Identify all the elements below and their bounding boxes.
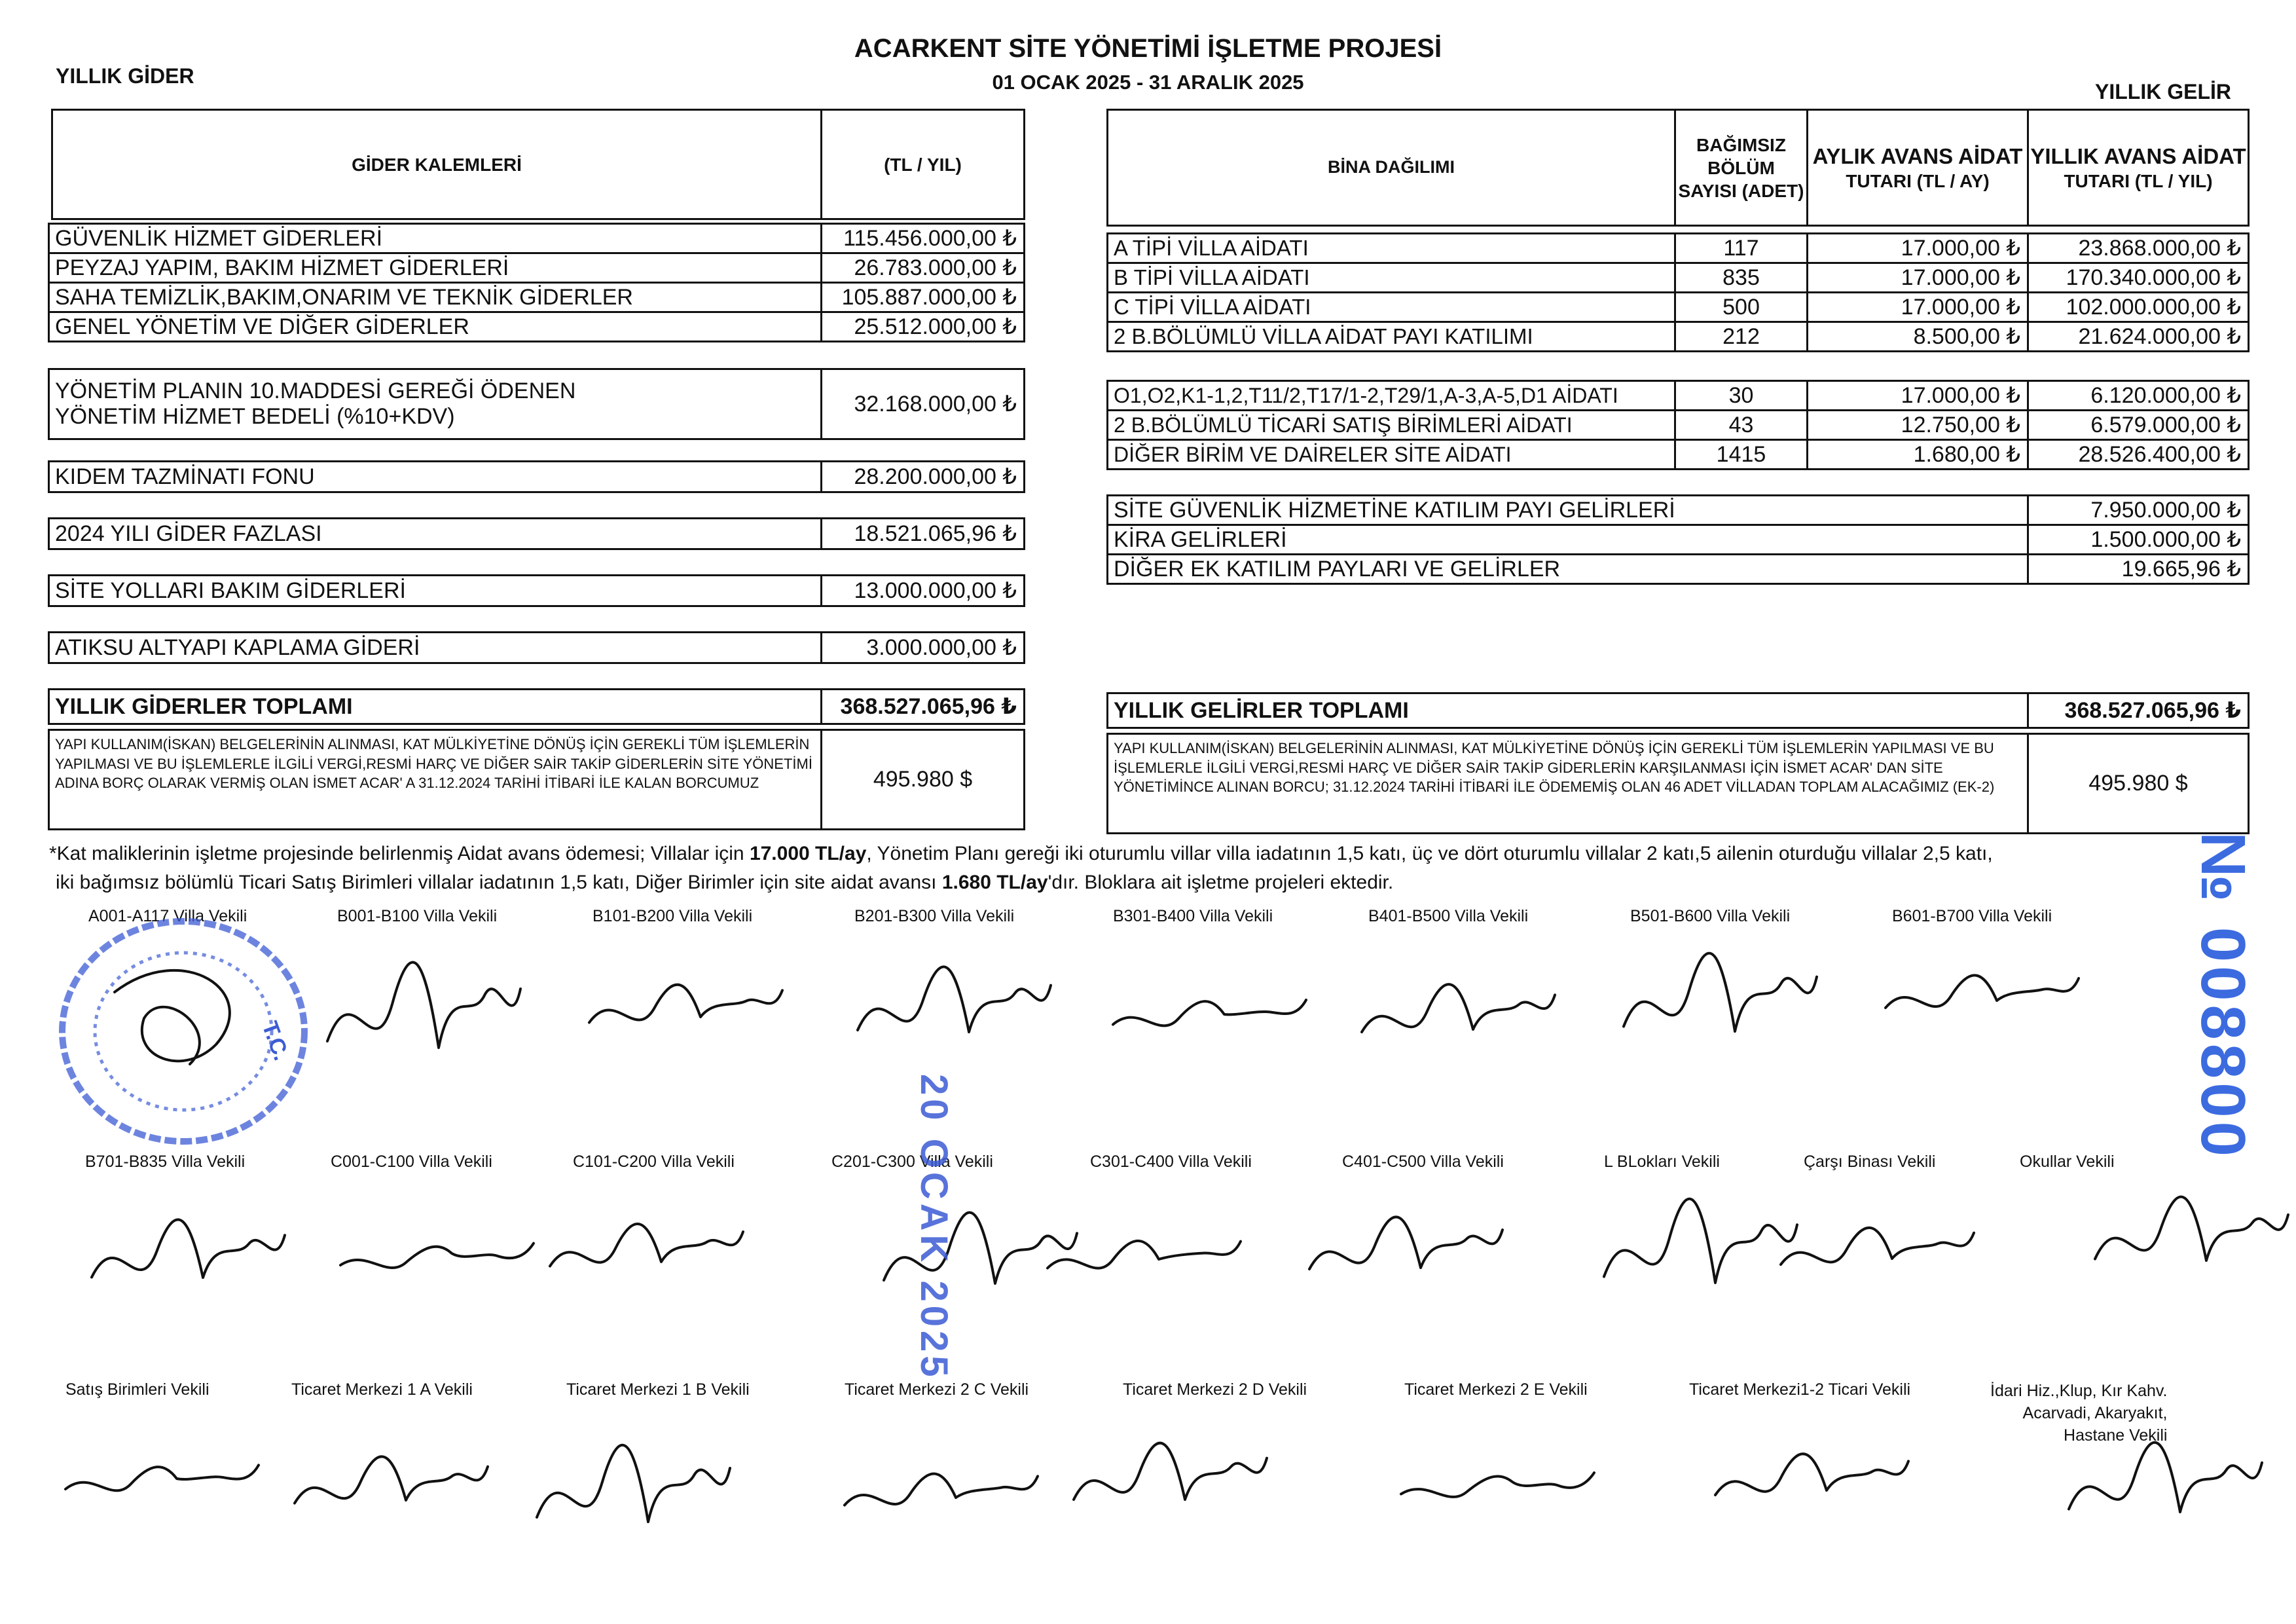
sig-label: Satış Birimleri Vekili [65,1380,210,1399]
sig-label: B301-B400 Villa Vekili [1113,907,1273,925]
income-row-yearly: 1.500.000,00 ₺ [2027,524,2250,555]
sig-label: A001-A117 Villa Vekili [88,907,247,925]
sig-label: Çarşı Binası Vekili [1804,1153,1936,1171]
sig-label: Ticaret Merkezi 2 D Vekili [1123,1380,1307,1399]
sig-label: Ticaret Merkezi 2 C Vekili [845,1380,1029,1399]
expense-debt-text: YAPI KULLANIM(İSKAN) BELGELERİNİN ALINMASI, KAT MÜLKİYETİNE DÖNÜŞ İÇİN GEREKLİ TÜM İŞLEMLERİN YAPILMASI VE BU İŞLEMLERLE İLGİLİ VERGİ,RESMİ HARÇ VE DİĞER SAİR TAKİP GİDERLERİN SİTE YÖNETİMİ ADINA BORÇ OLARAK VERMİŞ OLAN İSMET ACAR' A 31.12.2024 TARİHİ İTİBARİ İLE KALAN BORCUMUZ [48,729,822,830]
management-fee-label [48,368,822,440]
signature-scribble [79,1185,295,1329]
income-row-monthly: 1.680,00 ₺ [1806,439,2029,470]
expense-row-label: PEYZAJ YAPIM, BAKIM HİZMET GİDERLERİ [48,252,822,284]
income-row-monthly: 12.750,00 ₺ [1806,409,2029,441]
income-section-label: YILLIK GELİR [2095,80,2231,103]
roads-amount: 13.000.000,00 ₺ [820,574,1025,607]
income-row-label: 2 B.BÖLÜMLÜ TİCARİ SATIŞ BİRİMLERİ AİDATI [1106,409,1676,441]
sig-label: C301-C400 Villa Vekili [1090,1153,1252,1171]
income-debt-text: YAPI KULLANIM(İSKAN) BELGELERİNİN ALINMASI, KAT MÜLKİYETİNE DÖNÜŞ İÇİN GEREKLİ TÜM İŞLEMLERİN YAPILMASI VE BU İŞLEMLERLE İLGİLİ VERGİ,RESMİ HARÇ VE DİĞER SAİR TAKİP GİDERLERİN KARŞILANMASI İÇİN İSMET ACAR' DAN SİTE YÖNETİMİNCE ALINAN BORCU; 31.12.2024 TARİHİ İTİBARİ İLE ÖDEMEMİŞ OLAN 46 ADET VİLLADAN TOPLAM ALACAĞIMIZ (EK-2) [1106,733,2029,834]
expense-total-label: YILLIK GİDERLER TOPLAMI [48,688,822,725]
signature-scribble [2056,1414,2272,1559]
signature-scribble [576,936,792,1080]
income-row-monthly: 17.000,00 ₺ [1806,232,2029,264]
footnote [49,840,2210,896]
income-row-label: DİĞER EK KATILIM PAYLARI VE GELİRLER [1106,553,2029,585]
signature-scribble [537,1179,753,1323]
expense-row-amount: 105.887.000,00 ₺ [820,282,1025,313]
signature-scribble [52,1408,268,1552]
income-header-building: BİNA DAĞILIMI [1106,109,1676,227]
income-row-units: 500 [1674,291,1808,323]
sig-label: C401-C500 Villa Vekili [1342,1153,1504,1171]
sig-label: B601-B700 Villa Vekili [1892,907,2052,925]
period: 01 OCAK 2025 - 31 ARALIK 2025 [992,71,1304,94]
income-row-monthly: 17.000,00 ₺ [1806,291,2029,323]
income-row-yearly: 170.340.000,00 ₺ [2027,262,2250,293]
management-fee-line1: YÖNETİM PLANIN 10.MADDESİ GEREĞİ ÖDENEN [55,378,576,403]
signature-scribble [327,1185,543,1329]
sig-label-admin: İdari Hiz.,Klup, Kır Kahv. Acarvadi, Akaryakıt, Hastane Vekili [1990,1382,2168,1445]
official-seal [52,913,327,1149]
severance-label: KIDEM TAZMİNATI FONU [48,460,822,493]
page-title: ACARKENT SİTE YÖNETİMİ İŞLETME PROJESİ [854,34,1442,63]
expense-total-amount: 368.527.065,96 ₺ [820,688,1025,725]
sig-label: Ticaret Merkezi 2 E Vekili [1404,1380,1588,1399]
sig-label: L BLokları Vekili [1604,1153,1720,1171]
seal-text: T.C. [257,1018,294,1064]
sewage-amount: 3.000.000,00 ₺ [820,631,1025,664]
expense-row-amount: 25.512.000,00 ₺ [820,311,1025,342]
sewage-label: ATIKSU ALTYAPI KAPLAMA GİDERİ [48,631,822,664]
expense-header-amount: (TL / YIL) [820,109,1025,220]
sig-label: Okullar Vekili [2020,1153,2115,1171]
yearly-header-line1: YILLIK AVANS AİDAT [2030,143,2246,168]
income-row-units: 212 [1674,321,1808,352]
signature-scribble [1296,1179,1512,1323]
income-row-label: A TİPİ VİLLA AİDATI [1106,232,1676,264]
income-row-units: 1415 [1674,439,1808,470]
number-stamp: № 008800 [2188,832,2258,1161]
income-row-label: C TİPİ VİLLA AİDATI [1106,291,1676,323]
signature-scribble [1061,1408,1277,1552]
sig-label: Ticaret Merkezi1-2 Ticari Vekili [1689,1380,1911,1399]
signature-scribble [1872,923,2088,1067]
signature-scribble [1034,1185,1250,1329]
expense-section-label: YILLIK GİDER [56,64,194,88]
monthly-header-line2: TUTARI (TL / AY) [1846,171,1990,192]
expense-row-amount: 26.783.000,00 ₺ [820,252,1025,284]
sig-label: B701-B835 Villa Vekili [85,1153,246,1171]
management-fee-amount: 32.168.000,00 ₺ [820,368,1025,440]
income-row-yearly: 21.624.000,00 ₺ [2027,321,2250,352]
income-row-label: B TİPİ VİLLA AİDATI [1106,262,1676,293]
signature-scribble [524,1421,740,1565]
income-row-yearly: 19.665,96 ₺ [2027,553,2250,585]
income-row-label: O1,O2,K1-1,2,T11/2,T17/1-2,T29/1,A-3,A-5,D1 AİDATI [1106,380,1676,411]
sig-label: B101-B200 Villa Vekili [592,907,753,925]
income-row-units: 43 [1674,409,1808,441]
expense-row-label: GÜVENLİK HİZMET GİDERLERİ [48,223,822,254]
sig-label: B201-B300 Villa Vekili [854,907,1015,925]
income-row-yearly: 102.000.000,00 ₺ [2027,291,2250,323]
income-row-label: KİRA GELİRLERİ [1106,524,2029,555]
footnote-line2: iki bağımsız bölümlü Ticari Satış Birimleri villalar iadatının 1,5 katı, Diğer Birimler için site aidat avansı 1.680 TL/ay'dır. Bloklara ait işletme projeleri ektedir. [56,871,1394,893]
income-header-monthly [1806,109,2029,227]
signature-scribble [1100,943,1316,1087]
monthly-header-line1: AYLIK AVANS AİDAT [1812,143,2023,168]
date-stamp: 20 OCAK 2025 [913,1074,955,1381]
income-row-units: 30 [1674,380,1808,411]
income-header-yearly [2027,109,2250,227]
income-row-yearly: 7.950.000,00 ₺ [2027,494,2250,526]
income-row-yearly: 28.526.400,00 ₺ [2027,439,2250,470]
severance-amount: 28.200.000,00 ₺ [820,460,1025,493]
roads-label: SİTE YOLLARI BAKIM GİDERLERİ [48,574,822,607]
sig-label: B401-B500 Villa Vekili [1368,907,1529,925]
signature-scribble [831,1421,1048,1565]
income-row-units: 835 [1674,262,1808,293]
income-row-yearly: 23.868.000,00 ₺ [2027,232,2250,264]
signature-scribble [1388,1414,1604,1559]
sig-label: B501-B600 Villa Vekili [1630,907,1791,925]
surplus-amount: 18.521.065,96 ₺ [820,517,1025,550]
expense-row-label: GENEL YÖNETİM VE DİĞER GİDERLER [48,311,822,342]
income-total-amount: 368.527.065,96 ₺ [2027,692,2250,729]
sig-label: C101-C200 Villa Vekili [573,1153,735,1171]
footnote-line1: *Kat maliklerinin işletme projesinde belirlenmiş Aidat avans ödemesi; Villalar için 17.000 TL/ay, Yönetim Planı gereği iki oturumlu villar villa iadatının 1,5 katı, üç ve dört oturumlu villalar 2 katı,5 ailenin oturduğu villalar 2,5 katı, [49,843,1993,864]
sig-label: C001-C100 Villa Vekili [331,1153,492,1171]
sig-label: C201-C300 Villa Vekili [831,1153,993,1171]
sig-label: B001-B100 Villa Vekili [337,907,498,925]
signature-scribble [1768,1179,1984,1323]
income-row-units: 117 [1674,232,1808,264]
income-row-label: 2 B.BÖLÜMLÜ VİLLA AİDAT PAYI KATILIMI [1106,321,1676,352]
income-row-monthly: 17.000,00 ₺ [1806,262,2029,293]
yearly-header-line2: TUTARI (TL / YIL) [2064,171,2213,192]
income-header-units: BAĞIMSIZ BÖLÜM SAYISI (ADET) [1674,109,1808,227]
expense-row-amount: 115.456.000,00 ₺ [820,223,1025,254]
expense-header-item: GİDER KALEMLERİ [51,109,822,220]
expense-debt-amount: 495.980 $ [820,729,1025,830]
surplus-label: 2024 YILI GİDER FAZLASI [48,517,822,550]
signature-scribble [1349,943,1565,1087]
sig-label: Ticaret Merkezi 1 A Vekili [291,1380,473,1399]
signature-scribble [2082,1166,2296,1310]
income-row-monthly: 17.000,00 ₺ [1806,380,2029,411]
income-debt-amount: 495.980 $ [2027,733,2250,834]
income-total-label: YILLIK GELİRLER TOPLAMI [1106,692,2029,729]
income-row-monthly: 8.500,00 ₺ [1806,321,2029,352]
signature-scribble [282,1414,498,1559]
signature-scribble [1611,930,1827,1074]
income-row-yearly: 6.120.000,00 ₺ [2027,380,2250,411]
income-row-label: SİTE GÜVENLİK HİZMETİNE KATILIM PAYI GELİRLERİ [1106,494,2029,526]
management-fee-line2: YÖNETİM HİZMET BEDELİ (%10+KDV) [55,404,455,429]
sig-label: Ticaret Merkezi 1 B Vekili [566,1380,750,1399]
signature-scribble [845,936,1061,1080]
expense-row-label: SAHA TEMİZLİK,BAKIM,ONARIM VE TEKNİK GİDERLER [48,282,822,313]
signature-scribble [314,943,530,1087]
signature-scribble [1702,1408,1918,1552]
income-row-label: DİĞER BİRİM VE DAİRELER SİTE AİDATI [1106,439,1676,470]
income-row-yearly: 6.579.000,00 ₺ [2027,409,2250,441]
